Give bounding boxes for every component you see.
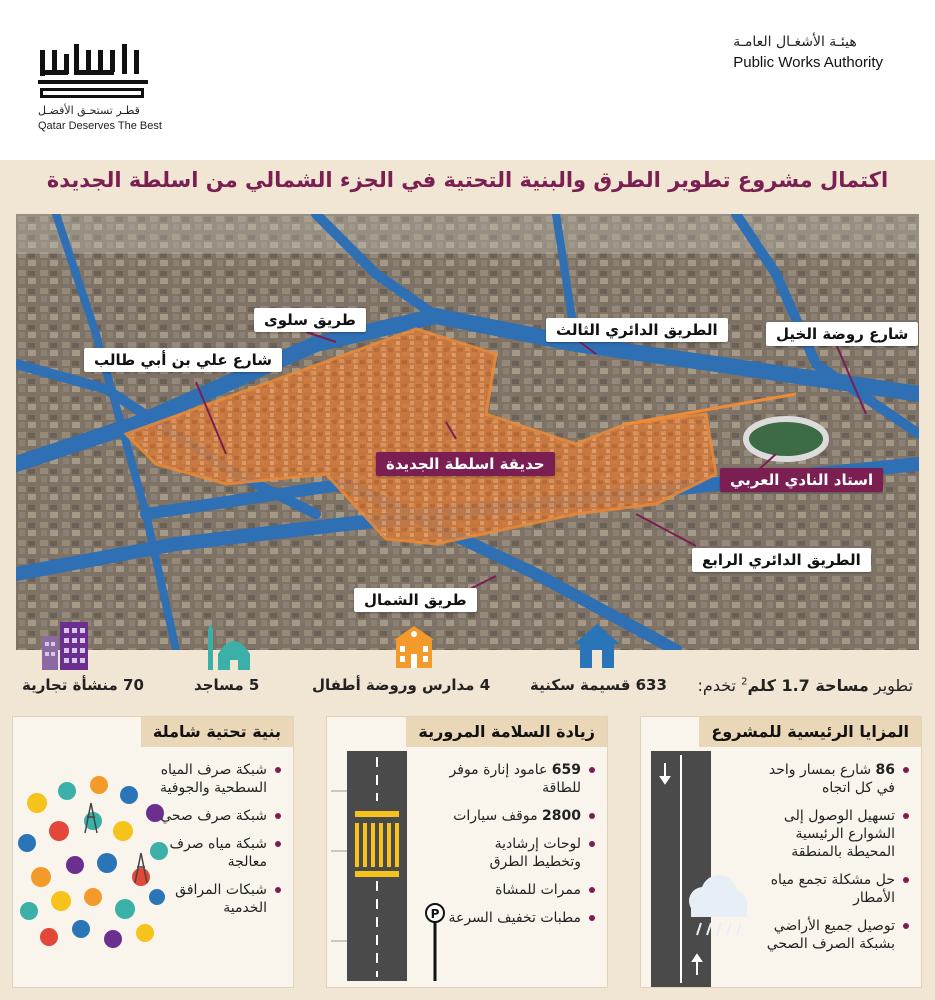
list-item: توصيل جميع الأراضي بشبكة الصرف الصحي bbox=[759, 917, 909, 953]
list-item: مطبات تخفيف السرعة bbox=[445, 909, 595, 927]
ashghal-logo-icon bbox=[38, 44, 158, 100]
logo-tagline-en: Qatar Deserves The Best bbox=[38, 120, 162, 132]
label-ali-bin-abi-talib: شارع علي بن أبي طالب bbox=[84, 348, 282, 372]
school-icon bbox=[390, 624, 438, 672]
list-item: لوحات إرشادية وتخطيط الطرق bbox=[445, 835, 595, 871]
ashghal-logo[interactable] bbox=[38, 44, 168, 144]
list-item: شبكات المرافق الخدمية bbox=[149, 881, 281, 917]
list-item: شبكة مياه صرف معالجة bbox=[149, 835, 281, 871]
authority-name-en: Public Works Authority bbox=[733, 54, 883, 71]
panel-infrastructure-title: بنية تحتية شاملة bbox=[141, 717, 293, 747]
stat-mosques: 5 مساجد bbox=[194, 676, 260, 694]
logo-tagline-ar: قطـر تستحـق الأفضـل bbox=[38, 104, 140, 117]
project-map bbox=[16, 214, 919, 650]
label-stadium: استاد النادي العربي bbox=[720, 468, 883, 492]
list-item: 86 شارع بمسار واحد في كل اتجاه bbox=[759, 761, 909, 797]
label-park: حديقة اسلطة الجديدة bbox=[376, 452, 555, 476]
stat-lead-sup: 2 bbox=[741, 676, 748, 688]
panel-benefits bbox=[640, 716, 922, 988]
page-title: اكتمال مشروع تطوير الطرق والبنية التحتية في الجزء الشمالي من اسلطة الجديدة bbox=[46, 168, 889, 192]
aerial-map-graphic bbox=[16, 214, 919, 650]
commercial-buildings-icon bbox=[40, 620, 92, 672]
label-salwa-road: طريق سلوى bbox=[254, 308, 366, 332]
panel-infrastructure bbox=[12, 716, 294, 988]
stats-strip bbox=[16, 620, 919, 704]
infrastructure-list bbox=[149, 761, 281, 927]
label-third-ring-road: الطريق الدائري الثالث bbox=[546, 318, 728, 342]
panel-benefits-title: المزايا الرئيسية للمشروع bbox=[699, 717, 921, 747]
stat-housing: 633 قسيمة سكنية bbox=[530, 676, 667, 694]
mosque-icon bbox=[204, 624, 256, 672]
road-crossing-illustration bbox=[331, 751, 451, 981]
header bbox=[0, 0, 935, 160]
stat-commercial: 70 منشأة تجارية bbox=[22, 676, 144, 694]
list-item: ممرات للمشاة bbox=[445, 881, 595, 899]
list-item: تسهيل الوصول إلى الشوارع الرئيسية المحيطة بالمنطقة bbox=[759, 807, 909, 861]
label-rawdat-al-khail: شارع روضة الخيل bbox=[766, 322, 918, 346]
authority-name-ar: هيئـة الأشغـال العامـة bbox=[733, 34, 857, 50]
authority-name bbox=[733, 34, 883, 71]
label-shamal-road: طريق الشمال bbox=[354, 588, 477, 612]
label-fourth-ring-road: الطريق الدائري الرابع bbox=[692, 548, 871, 572]
benefits-list bbox=[759, 761, 909, 963]
panel-safety bbox=[326, 716, 608, 988]
two-way-road-illustration bbox=[645, 751, 755, 987]
stat-lead bbox=[698, 676, 913, 695]
stat-schools: 4 مدارس وروضة أطفال bbox=[312, 676, 491, 694]
parking-sign-letter: P bbox=[430, 907, 440, 921]
safety-list bbox=[445, 761, 595, 937]
stat-lead-suffix: تخدم: bbox=[697, 676, 737, 695]
stat-lead-area: مساحة 1.7 كلم bbox=[747, 676, 869, 695]
stat-lead-prefix: تطوير bbox=[873, 676, 913, 695]
list-item: 2800 موقف سيارات bbox=[445, 807, 595, 825]
list-item: شبكة صرف صحي bbox=[149, 807, 281, 825]
list-item: حل مشكلة تجمع مياه الأمطار bbox=[759, 871, 909, 907]
list-item: شبكة صرف المياه السطحية والجوفية bbox=[149, 761, 281, 797]
panel-safety-title: زيادة السلامة المرورية bbox=[406, 717, 607, 747]
house-icon bbox=[572, 622, 622, 670]
list-item: 659 عامود إنارة موفر للطاقة bbox=[445, 761, 595, 797]
